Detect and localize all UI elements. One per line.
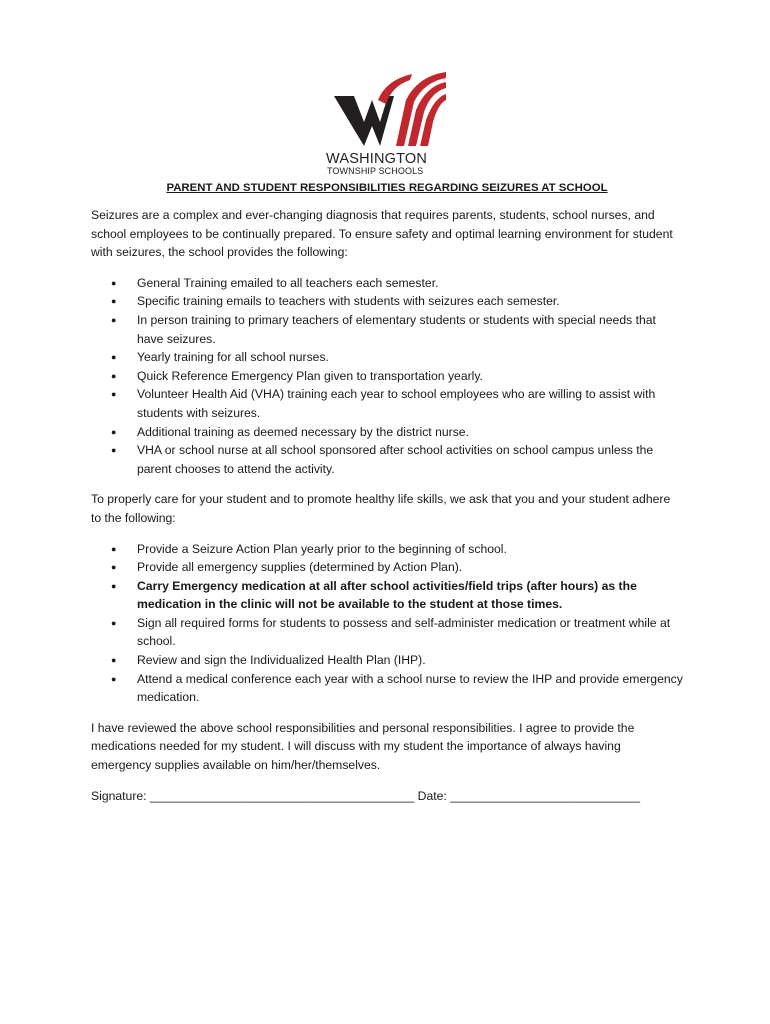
- logo-name: WASHINGTON: [326, 151, 428, 167]
- parent-responsibilities-list: [91, 540, 683, 707]
- list-item: ● Provide all emergency supplies (determined by Action Plan).: [91, 558, 683, 577]
- bullet-icon: ●: [111, 389, 117, 400]
- list-item: ● Quick Reference Emergency Plan given to transportation yearly.: [91, 367, 683, 386]
- list-item: ● Review and sign the Individualized Health Plan (IHP).: [91, 651, 683, 670]
- page-title: PARENT AND STUDENT RESPONSIBILITIES REGARDING SEIZURES AT SCHOOL: [166, 182, 608, 194]
- document-body: [91, 182, 683, 805]
- bullet-icon: ●: [111, 562, 117, 573]
- list-item: ● Specific training emails to teachers with students with seizures each semester.: [91, 292, 683, 311]
- list-item: ● Sign all required forms for students to possess and self-administer medication or treatment while at school.: [111, 615, 671, 649]
- bullet-icon: ●: [111, 655, 117, 666]
- district-logo: [326, 70, 444, 178]
- logo-subtitle: TOWNSHIP SCHOOLS: [327, 166, 424, 176]
- list-item: ● Volunteer Health Aid (VHA) training each year to school employees who are willing to assist with students with seizures.: [111, 387, 656, 420]
- bullet-icon: ●: [111, 296, 117, 307]
- intro-paragraph: Seizures are a complex and ever-changing diagnosis that requires parents, students, school nurses, and school employees to be continually prepared. To ensure safety and optimal learning environment for student with seizures, the school provides the following:: [91, 208, 673, 260]
- bullet-icon: ●: [111, 370, 117, 381]
- list-item: ● Provide a Seizure Action Plan yearly prior to the beginning of school.: [91, 540, 683, 559]
- list-item-emphasized: ● Carry Emergency medication at all after school activities/field trips (after hours) as the medication in the clinic will not be available to the student at those times.: [111, 578, 637, 612]
- list-item: ● In person training to primary teachers of elementary students or students with special needs that have seizures.: [111, 312, 656, 346]
- school-responsibilities-list: [91, 274, 683, 479]
- bullet-icon: ●: [111, 352, 117, 363]
- bullet-icon: ●: [111, 580, 117, 591]
- signature-date-line: Signature: _______________________________________ Date: ____________________________: [91, 788, 640, 803]
- list-item: ● Additional training as deemed necessary by the district nurse.: [91, 423, 683, 442]
- bullet-icon: ●: [111, 314, 117, 325]
- bullet-icon: ●: [111, 617, 117, 628]
- agreement-paragraph: I have reviewed the above school responsibilities and personal responsibilities. I agree to provide the medications needed for my student. I will discuss with my student the importance of always having emergency supplies available on him/her/themselves.: [91, 720, 635, 773]
- bullet-icon: ●: [111, 426, 117, 437]
- bullet-icon: ●: [111, 673, 117, 684]
- bullet-icon: ●: [111, 543, 117, 554]
- list-item: ● Attend a medical conference each year with a school nurse to review the IHP and provide emergency medication.: [111, 671, 683, 705]
- list-item: ● VHA or school nurse at all school sponsored after school activities on school campus unless the parent chooses to attend the activity.: [111, 443, 654, 476]
- bullet-icon: ●: [111, 277, 117, 288]
- parent-intro-paragraph: To properly care for your student and to promote healthy life skills, we ask that you and your student adhere to the following:: [91, 492, 671, 525]
- bullet-icon: ●: [111, 445, 117, 456]
- list-item: ● General Training emailed to all teachers each semester.: [91, 274, 683, 293]
- list-item: ● Yearly training for all school nurses.: [91, 348, 683, 367]
- logo-mark-icon: [334, 70, 446, 150]
